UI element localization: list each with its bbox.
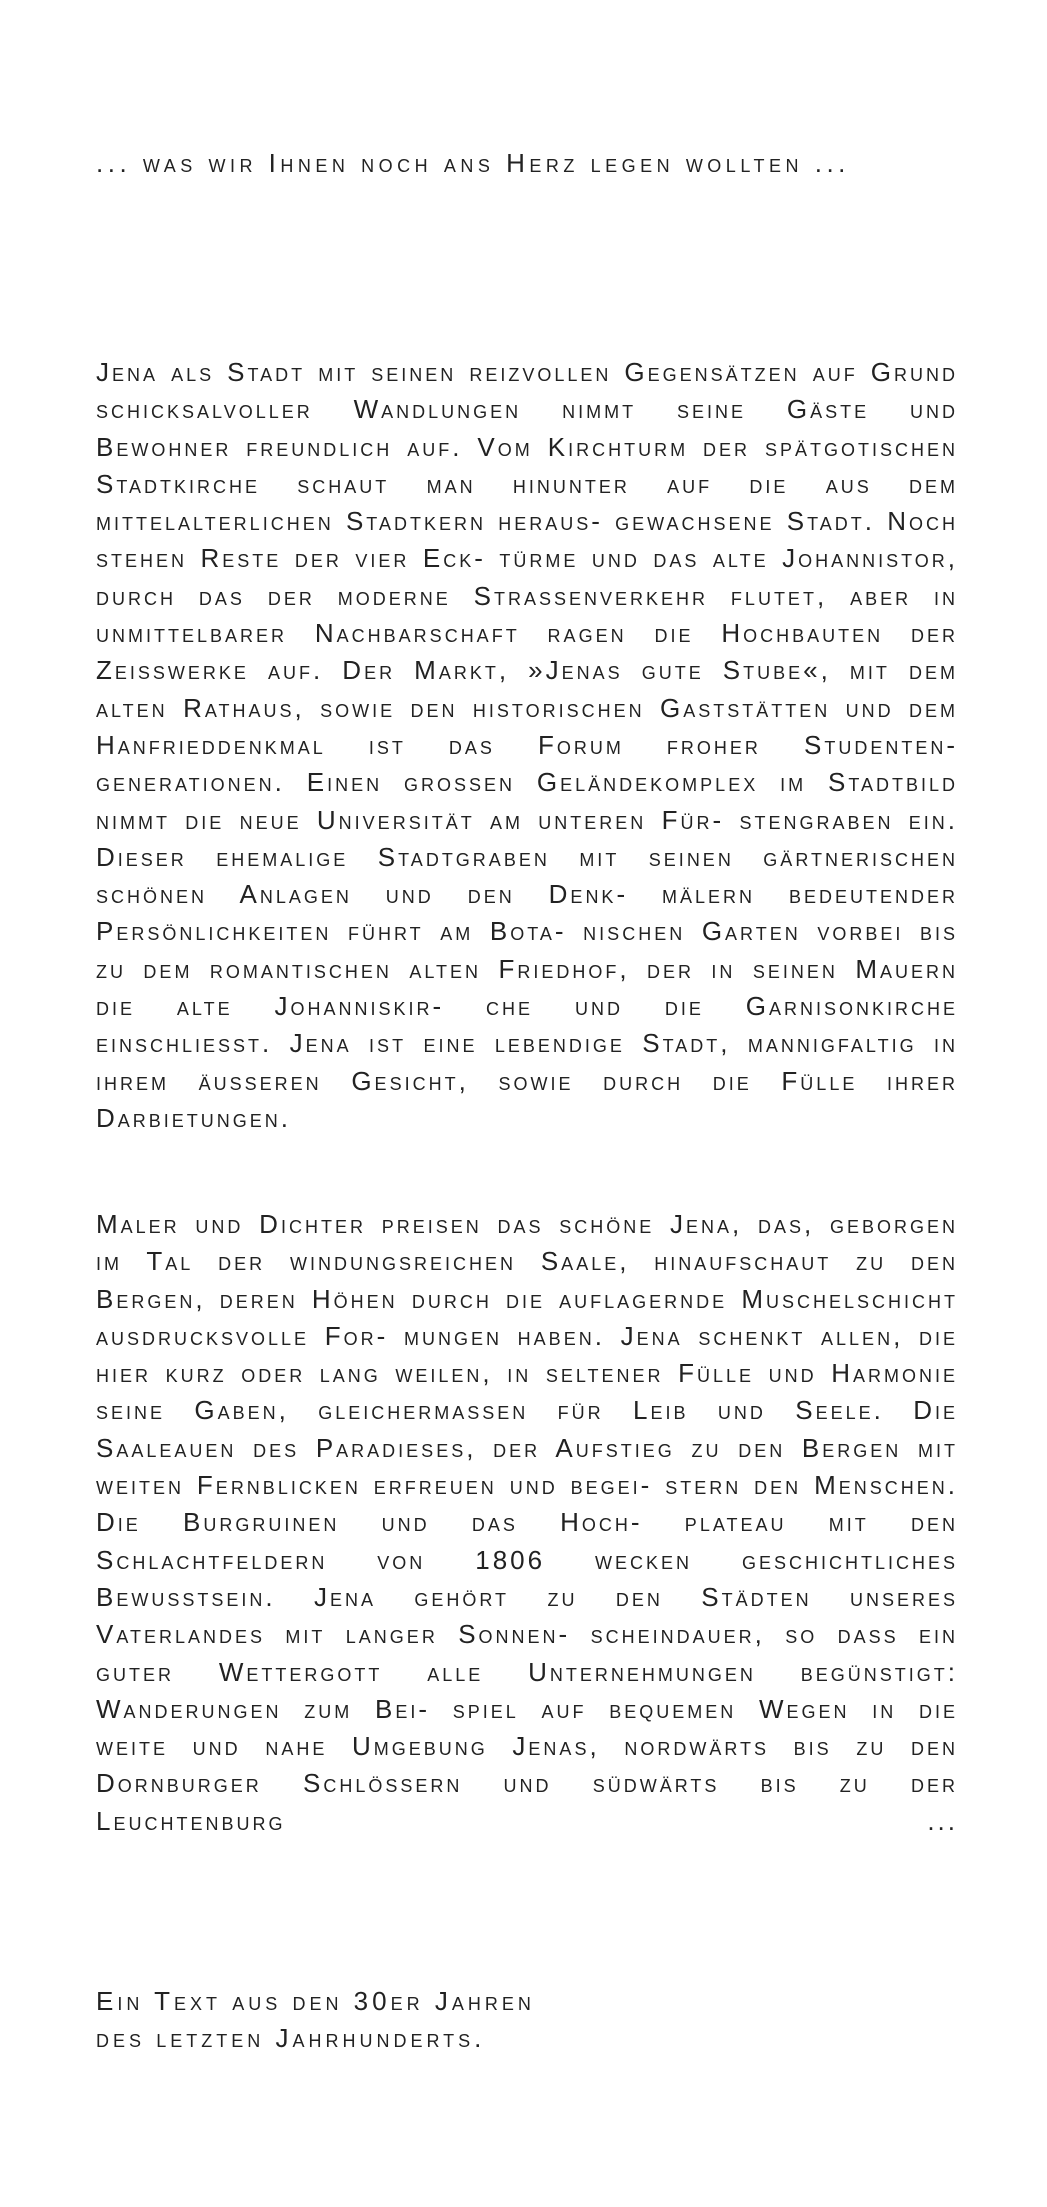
page-heading: ... was wir Ihnen noch ans Herz legen wollten ... xyxy=(96,148,850,178)
source-note xyxy=(96,1983,535,2057)
source-note-line-2: des letzten Jahrhunderts. xyxy=(96,2023,486,2053)
paragraph-jena-city: Jena als Stadt mit seinen reizvollen Gegensätzen auf Grund schicksalvoller Wandlungen nimmt seine Gäste und Bewohner freundlich auf. Vom Kirchturm der spätgotischen Stadtkirche schaut man hinunter auf die aus dem mittelalterlichen Stadtkern heraus- gewachsene Stadt. Noch stehen Reste der vier Eck- türme und das alte Johannistor, durch das der moderne Strassenverkehr flutet, aber in unmittelbarer Nachbarschaft ragen die Hochbauten der Zeisswerke auf. Der Markt, »Jenas gute Stube«, mit dem alten Rathaus, sowie den historischen Gaststätten und dem Hanfrieddenkmal ist das Forum froher Studenten- generationen. Einen grossen Geländekomplex im Stadtbild nimmt die neue Universität am unteren Für- stengraben ein. Dieser ehemalige Stadtgraben mit seinen gärtnerischen schönen Anlagen und den Denk- mälern bedeutender Persönlichkeiten führt am Bota- nischen Garten vorbei bis zu dem romantischen alten Friedhof, der in seinen Mauern die alte Johanniskir- che und die Garnisonkirche einschliesst. Jena ist eine lebendige Stadt, mannigfaltig in ihrem äusseren Gesicht, sowie durch die Fülle ihrer Darbietungen. xyxy=(96,357,958,1133)
paragraph-painters-poets: Maler und Dichter preisen das schöne Jena, das, geborgen im Tal der windungsreichen Saale, hinaufschaut zu den Bergen, deren Höhen durch die auflagernde Muschelschicht ausdrucksvolle For- mungen haben. Jena schenkt allen, die hier kurz oder lang weilen, in seltener Fülle und Harmonie seine Gaben, gleichermassen für Leib und Seele. Die Saaleauen des Paradieses, der Aufstieg zu den Bergen mit weiten Fernblicken erfreuen und begei- stern den Menschen. Die Burgruinen und das Hoch- plateau mit den Schlachtfeldern von 1806 wecken geschichtliches Bewusstsein. Jena gehört zu den Städten unseres Vaterlandes mit langer Sonnen- scheindauer, so dass ein guter Wettergott alle Unternehmungen begünstigt: Wanderungen zum Bei- spiel auf bequemen Wegen in die weite und nahe Umgebung Jenas, nordwärts bis zu den Dornburger Schlössern und südwärts bis zu der Leuchtenburg ... xyxy=(96,1209,958,1836)
source-note-line-1: Ein Text aus den 30er Jahren xyxy=(96,1986,535,2016)
